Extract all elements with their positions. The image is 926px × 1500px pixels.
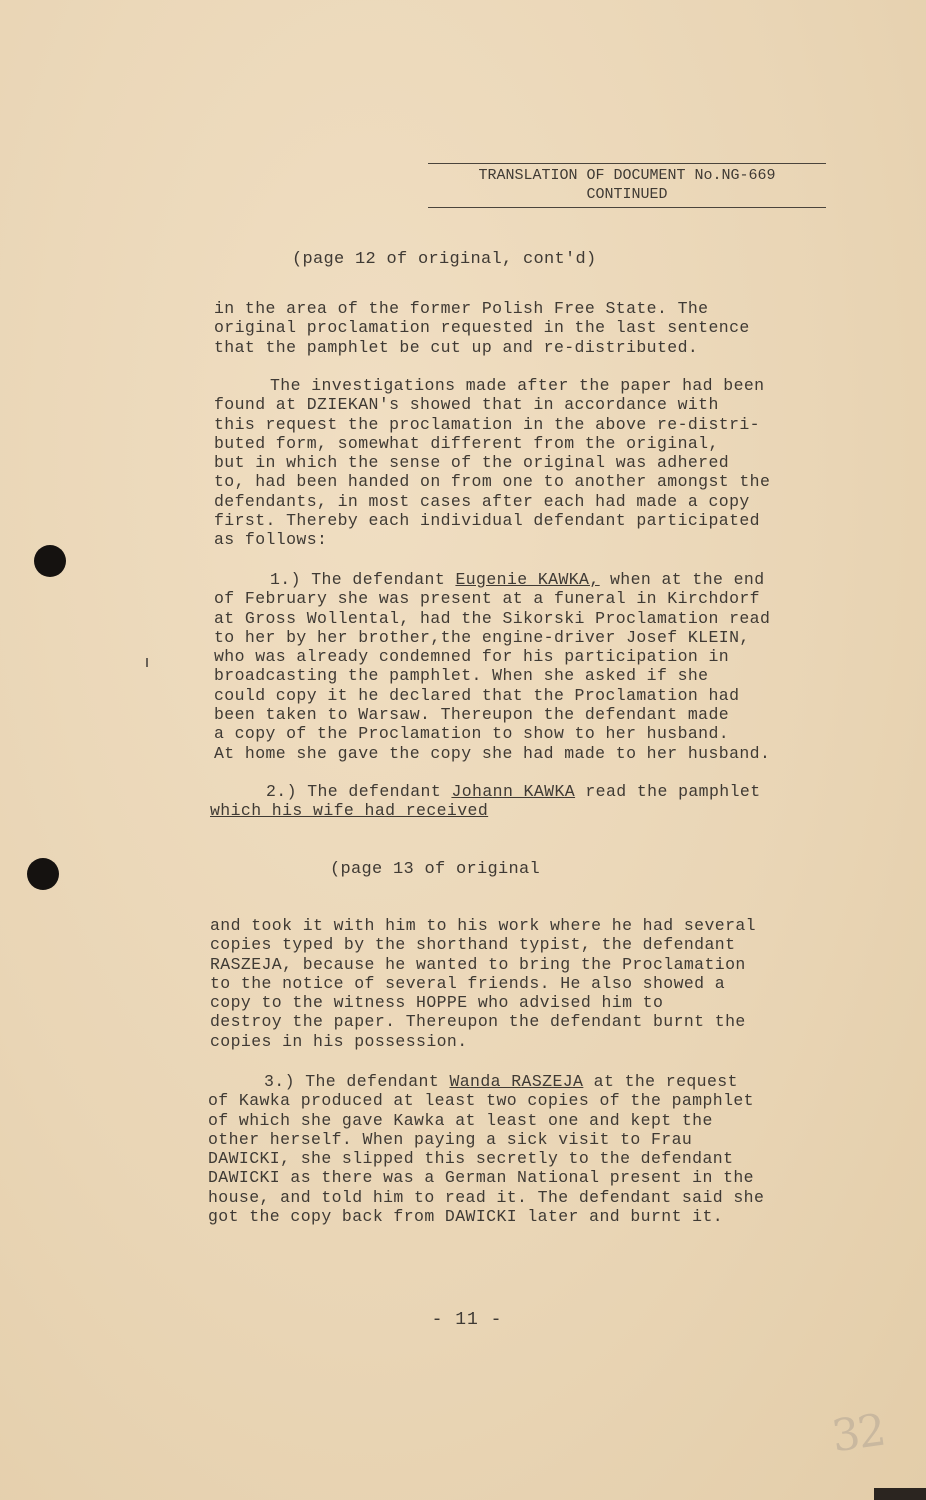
handwritten-page-number: 32: [828, 1404, 888, 1463]
paragraph-continued: [210, 916, 820, 1051]
text-line: but in which the sense of the original was adhered: [214, 453, 730, 473]
text-fragment: at the request: [583, 1072, 738, 1091]
item-2-johann-kawka: [210, 782, 820, 821]
punch-hole: [34, 545, 66, 577]
text-line: that the pamphlet be cut up and re-distributed.: [214, 337, 699, 357]
text-line: copy to the witness HOPPE who advised him to: [210, 993, 664, 1013]
item-prefix: 2.) The defendant: [266, 782, 452, 801]
text-line: defendants, in most cases after each had made a copy: [214, 491, 750, 511]
text-line: this request the proclamation in the above re-distri-: [214, 414, 760, 434]
margin-mark: [146, 658, 148, 667]
text-line: DAWICKI, she slipped this secretly to the defendant: [208, 1149, 734, 1169]
text-line: who was already condemned for his participation in: [214, 647, 730, 667]
text-line: as follows:: [214, 530, 328, 550]
document-header: [428, 163, 826, 208]
text-line: could copy it he declared that the Proclamation had: [214, 685, 740, 705]
text-line: DAWICKI as there was a German National present in the: [208, 1168, 754, 1188]
edge-mark: [874, 1488, 926, 1500]
item-3-wanda-raszeja: [208, 1072, 818, 1226]
text-line: house, and told him to read it. The defendant said she: [208, 1187, 765, 1207]
text-line: and took it with him to his work where he had several: [210, 916, 756, 935]
text-line: The investigations made after the paper had been: [270, 376, 765, 395]
text-line: in the area of the former Polish Free State. The: [214, 299, 709, 318]
text-line: been taken to Warsaw. Thereupon the defendant made: [214, 705, 730, 725]
text-line: At home she gave the copy she had made to her husband.: [214, 743, 771, 763]
text-line: of February she was present at a funeral in Kirchdorf: [214, 589, 760, 609]
item-1-eugenie-kawka: [214, 570, 824, 763]
text-line: destroy the paper. Thereupon the defendant burnt the: [210, 1012, 746, 1032]
text-line: first. Thereby each individual defendant participated: [214, 511, 760, 531]
text-line: found at DZIEKAN's showed that in accordance with: [214, 395, 719, 415]
defendant-name: Eugenie KAWKA,: [455, 570, 600, 589]
header-title: TRANSLATION OF DOCUMENT No.NG-669: [478, 167, 776, 184]
defendant-name: Wanda RASZEJA: [449, 1072, 584, 1091]
text-line: other herself. When paying a sick visit to Frau: [208, 1129, 693, 1149]
text-line: which his wife had received: [210, 801, 489, 821]
text-fragment: read the pamphlet: [575, 782, 761, 801]
text-line: got the copy back from DAWICKI later and burnt it.: [208, 1207, 724, 1227]
text-line: of Kawka produced at least two copies of the pamphlet: [208, 1091, 754, 1111]
text-line: broadcasting the pamphlet. When she asked if she: [214, 666, 709, 686]
text-line: original proclamation requested in the last sentence: [214, 318, 750, 338]
item-prefix: 3.) The defendant: [264, 1072, 450, 1091]
page-reference: (page 13 of original: [330, 860, 541, 879]
text-line: of which she gave Kawka at least one and kept the: [208, 1110, 713, 1130]
page-reference: (page 12 of original, cont'd): [292, 250, 597, 269]
text-fragment: when at the end: [599, 570, 765, 589]
paragraph-investigation: [214, 376, 824, 550]
text-line: buted form, somewhat different from the original,: [214, 433, 719, 453]
item-prefix: 1.) The defendant: [270, 570, 456, 589]
text-line: to her by her brother,the engine-driver Josef KLEIN,: [214, 627, 750, 647]
defendant-name: Johann KAWKA: [451, 782, 576, 801]
header-subtitle: CONTINUED: [586, 186, 668, 203]
text-line: copies in his possession.: [210, 1031, 468, 1051]
text-line: copies typed by the shorthand typist, the defendant: [210, 935, 736, 955]
punch-hole: [27, 858, 59, 890]
text-line: RASZEJA, because he wanted to bring the Proclamation: [210, 954, 746, 974]
text-line: to the notice of several friends. He also showed a: [210, 973, 726, 993]
text-line: at Gross Wollental, had the Sikorski Proclamation read: [214, 608, 771, 628]
text-line: a copy of the Proclamation to show to her husband.: [214, 724, 730, 744]
paragraph-intro: [214, 299, 824, 357]
page-number: - 11 -: [431, 1310, 503, 1330]
text-line: to, had been handed on from one to another amongst the: [214, 472, 771, 492]
